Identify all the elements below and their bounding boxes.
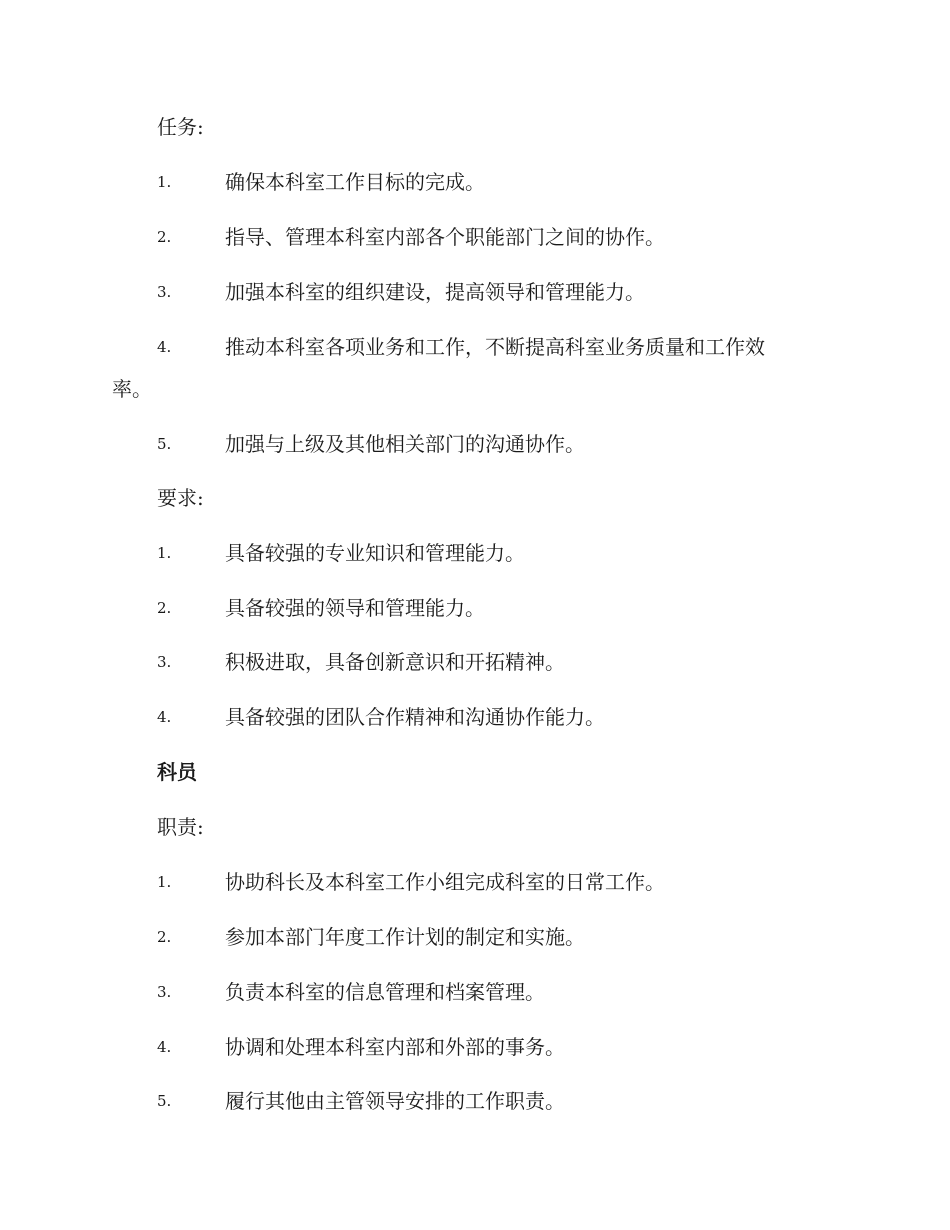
list-item-number: 1. xyxy=(157,544,172,562)
list-item-text: 协助科长及本科室工作小组完成科室的日常工作。 xyxy=(225,870,665,894)
tasks-label-line xyxy=(0,112,950,142)
list-item xyxy=(0,277,950,307)
list-item-number: 2. xyxy=(157,599,172,617)
list-item xyxy=(0,1086,950,1116)
list-item-text-continued: 率。 xyxy=(112,377,152,401)
list-item xyxy=(0,538,950,568)
requirements-label-line xyxy=(0,483,950,513)
list-item xyxy=(0,593,950,623)
list-item-text: 履行其他由主管领导安排的工作职责。 xyxy=(225,1089,565,1113)
list-item-text: 负责本科室的信息管理和档案管理。 xyxy=(225,980,545,1004)
section-heading: 科员 xyxy=(157,760,197,784)
list-item-text: 积极进取，具备创新意识和开拓精神。 xyxy=(225,650,565,674)
list-item-text: 具备较强的领导和管理能力。 xyxy=(225,596,485,620)
list-item xyxy=(0,647,950,677)
list-item-number: 2. xyxy=(157,928,172,946)
list-item-text: 加强与上级及其他相关部门的沟通协作。 xyxy=(225,432,585,456)
requirements-label: 要求: xyxy=(157,486,204,510)
duties-label: 职责: xyxy=(157,815,204,839)
list-item-number: 3. xyxy=(157,983,172,1001)
list-item xyxy=(0,429,950,459)
list-item-number: 4. xyxy=(157,1038,172,1056)
list-item-continuation xyxy=(0,374,950,404)
list-item-number: 4. xyxy=(157,708,172,726)
list-item xyxy=(0,1032,950,1062)
list-item xyxy=(0,702,950,732)
list-item-text: 加强本科室的组织建设，提高领导和管理能力。 xyxy=(225,280,645,304)
list-item-number: 5. xyxy=(157,1092,172,1110)
tasks-label: 任务: xyxy=(157,115,204,139)
duties-label-line xyxy=(0,812,950,842)
list-item-text: 指导、管理本科室内部各个职能部门之间的协作。 xyxy=(225,225,665,249)
list-item-number: 3. xyxy=(157,653,172,671)
list-item-number: 5. xyxy=(157,435,172,453)
list-item-text: 参加本部门年度工作计划的制定和实施。 xyxy=(225,925,585,949)
list-item-text: 具备较强的专业知识和管理能力。 xyxy=(225,541,525,565)
list-item-number: 2. xyxy=(157,228,172,246)
list-item-number: 3. xyxy=(157,283,172,301)
list-item xyxy=(0,332,950,362)
list-item-number: 1. xyxy=(157,873,172,891)
list-item xyxy=(0,977,950,1007)
list-item xyxy=(0,222,950,252)
list-item xyxy=(0,167,950,197)
list-item-text: 协调和处理本科室内部和外部的事务。 xyxy=(225,1035,565,1059)
list-item-text: 确保本科室工作目标的完成。 xyxy=(225,170,485,194)
list-item-number: 4. xyxy=(157,338,172,356)
list-item-text: 具备较强的团队合作精神和沟通协作能力。 xyxy=(225,705,605,729)
staff-heading-line xyxy=(0,757,950,787)
list-item-number: 1. xyxy=(157,173,172,191)
list-item xyxy=(0,922,950,952)
list-item-text: 推动本科室各项业务和工作，不断提高科室业务质量和工作效 xyxy=(225,335,765,359)
list-item xyxy=(0,867,950,897)
